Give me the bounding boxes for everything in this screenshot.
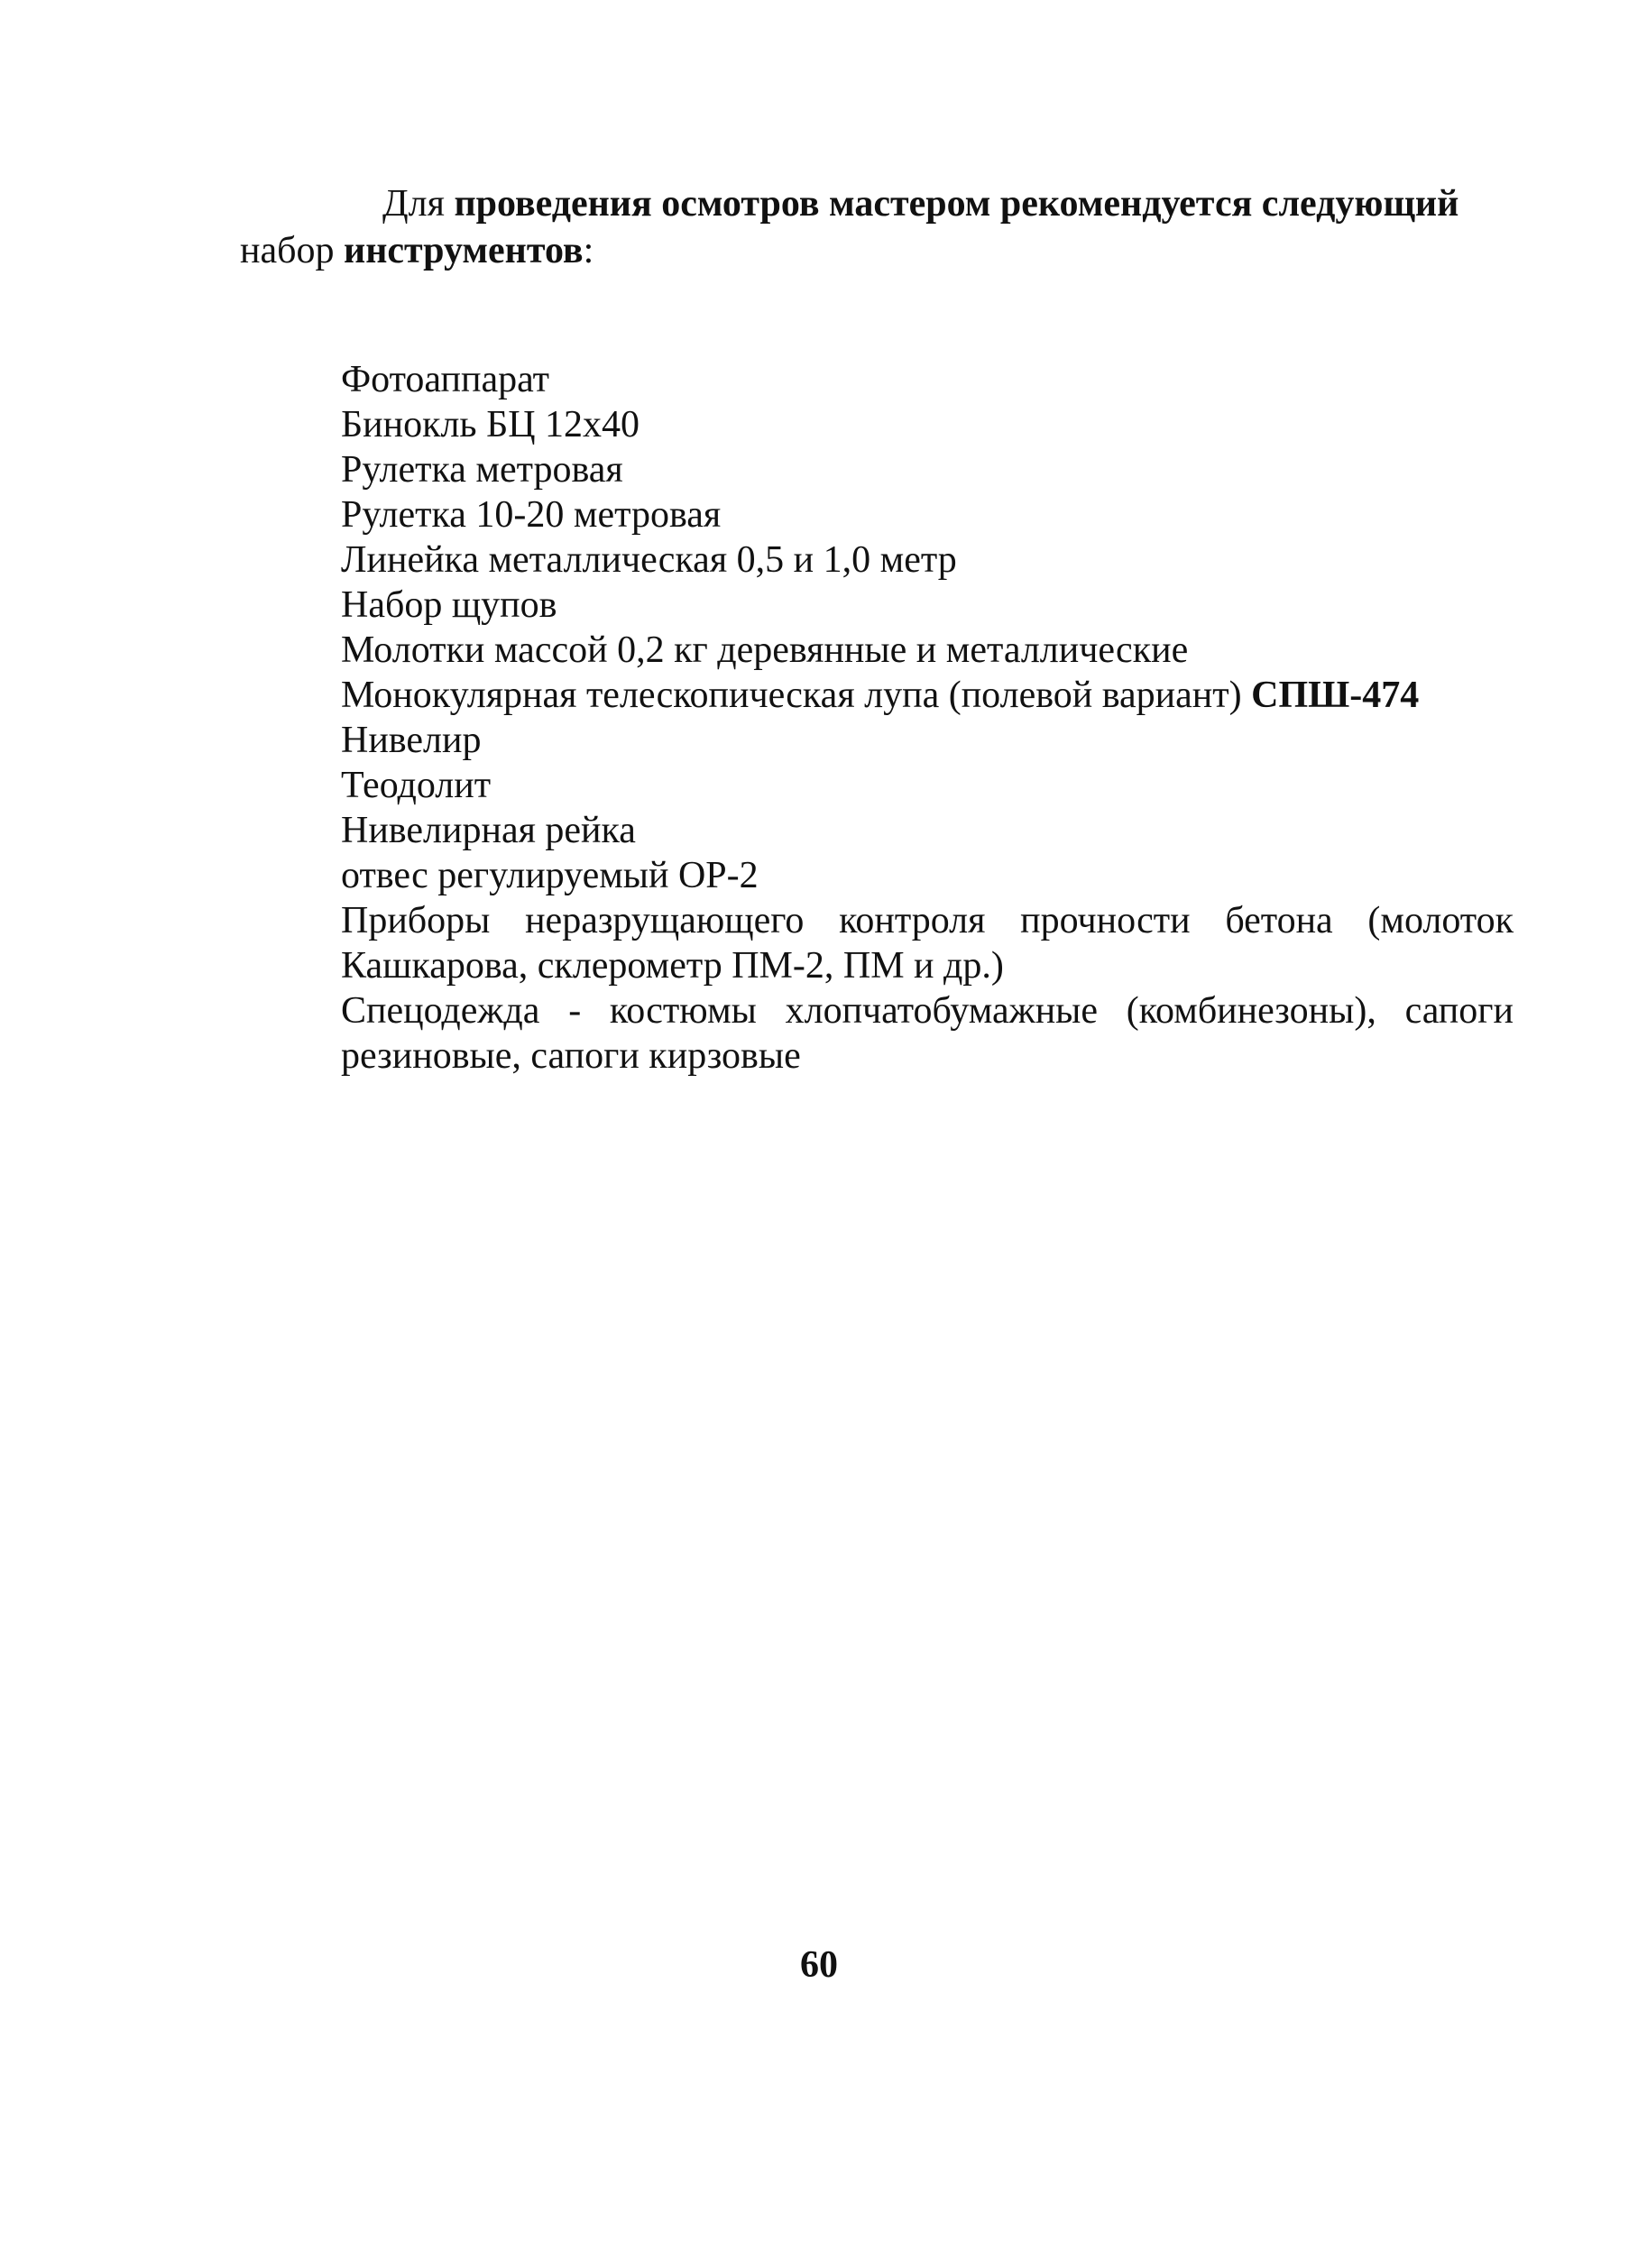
instrument-list [341, 357, 1514, 1079]
list-item: Приборы неразрущающего контроля прочности бетона (молоток Кашкарова, склерометр ПМ-2, ПМ и др.) [341, 900, 1514, 987]
intro-paragraph [240, 180, 1521, 274]
list-item-model: СПШ-474 [1251, 675, 1420, 716]
list-item: Нивелир [341, 720, 482, 761]
page-number: 60 [800, 1944, 838, 1986]
intro-text-4: инструментов [344, 230, 584, 271]
list-item: Линейка металлическая 0,5 и 1,0 метр [341, 539, 957, 581]
list-item: Фотоаппарат [341, 359, 550, 400]
list-item: Нивелирная рейка [341, 810, 636, 851]
list-item: отвес регулируемый ОР-2 [341, 855, 759, 896]
list-item: Рулетка метровая [341, 449, 623, 491]
list-item: Рулетка 10-20 метровая [341, 494, 722, 536]
list-item: Молотки массой 0,2 кг деревянные и металлические [341, 629, 1189, 671]
list-item: Спецодежда - костюмы хлопчатобумажные (комбинезоны), сапоги резиновые, сапоги кирзовые [341, 990, 1514, 1077]
intro-text-3: набор [240, 230, 344, 271]
list-item: Теодолит [341, 765, 492, 806]
intro-text-1: Для [382, 183, 455, 225]
list-item-text: Монокулярная телескопическая лупа (полевой вариант) [341, 675, 1252, 716]
intro-text-5: : [583, 230, 594, 271]
list-item: Бинокль БЦ 12х40 [341, 404, 640, 445]
intro-text-2: проведения осмотров мастером рекомендуется следующий [454, 183, 1459, 225]
list-item: Набор щупов [341, 584, 557, 626]
list-item [341, 673, 1514, 718]
